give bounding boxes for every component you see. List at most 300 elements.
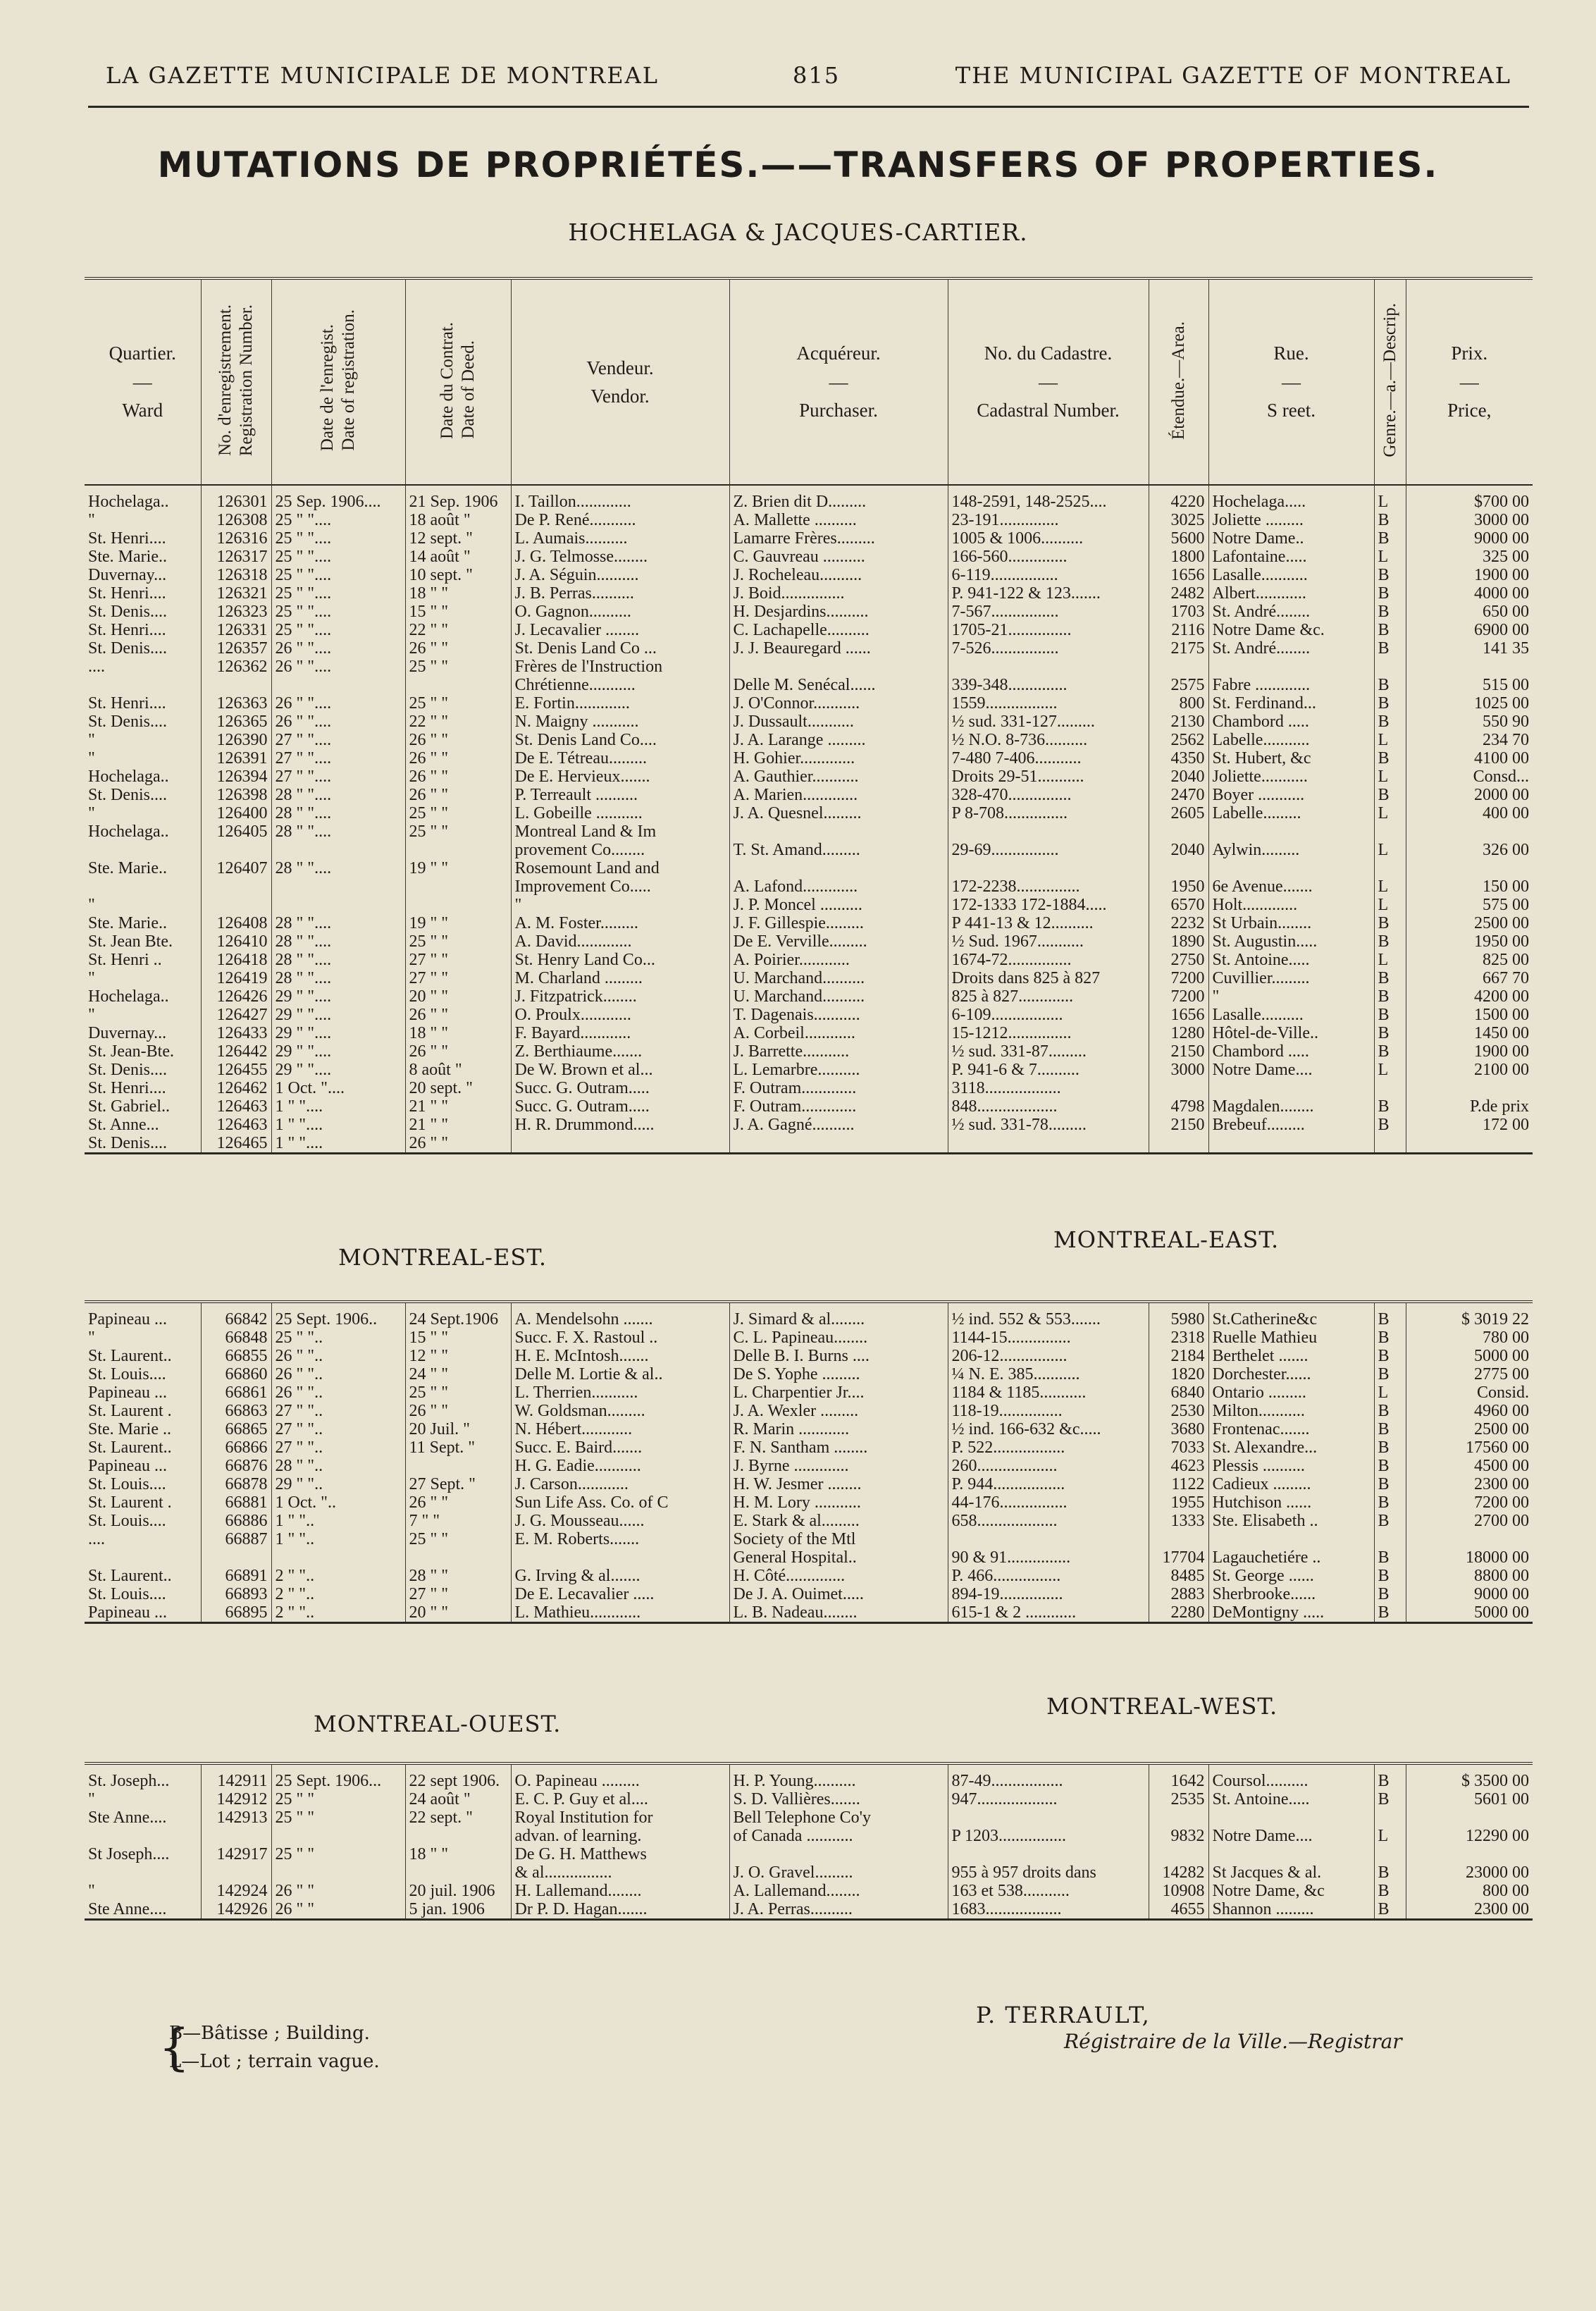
table-row <box>85 969 1533 987</box>
cadastral-number-cell: 118-19............... <box>948 1402 1149 1420</box>
area-cell: 2232 <box>1149 914 1208 932</box>
area-cell: 1656 <box>1149 566 1208 584</box>
street-cell: St. Hubert, &c <box>1208 749 1374 768</box>
area-cell: 2150 <box>1149 1042 1208 1061</box>
purchaser-cell: C. Lachapelle.......... <box>729 621 948 639</box>
purchaser-cell: L. Lemarbre.......... <box>729 1061 948 1079</box>
street-cell: St. Augustin..... <box>1208 932 1374 951</box>
street-cell: 6e Avenue....... <box>1208 877 1374 896</box>
table-row <box>85 1882 1533 1900</box>
table-row <box>85 951 1533 969</box>
registration-date-cell: 1 Oct. ".. <box>271 1493 405 1512</box>
footnote-brace: { <box>159 2019 190 2076</box>
vendor-cell: Rosemount Land and <box>511 859 729 877</box>
table-row <box>85 932 1533 951</box>
registration-date-cell: 27 " ".. <box>271 1420 405 1438</box>
vendor-cell: Succ. G. Outram..... <box>511 1079 729 1097</box>
ward-cell: St. Laurent.. <box>88 1567 172 1585</box>
registration-date-cell: 25 " " <box>271 1845 405 1863</box>
area-cell: 3000 <box>1149 1061 1208 1079</box>
street-cell: Brebeuf......... <box>1208 1116 1374 1134</box>
section-title-montreal-east: MONTREAL-EAST. <box>1053 1226 1280 1253</box>
registration-number-cell: 126394 <box>201 768 271 786</box>
price-cell: 2700 00 <box>1406 1512 1533 1530</box>
cadastral-number-cell: 172-2238............... <box>948 877 1149 896</box>
area-cell: 1656 <box>1149 1006 1208 1024</box>
price-cell: 2775 00 <box>1406 1365 1533 1383</box>
footnote-lot: L—Lot ; terrain vague. <box>169 2051 380 2072</box>
table-row <box>85 658 1533 676</box>
cadastral-number-cell: 148-2591, 148-2525.... <box>948 485 1149 511</box>
area-cell: 2605 <box>1149 804 1208 822</box>
deed-date-cell: 25 " " <box>405 1383 511 1402</box>
area-cell: 14282 <box>1149 1863 1208 1882</box>
price-cell: 1900 00 <box>1406 566 1533 584</box>
vendor-cell: " <box>511 896 729 914</box>
ward-cell: " <box>88 804 95 822</box>
vendor-cell: L. Therrien........... <box>511 1383 729 1402</box>
description-cell: B <box>1374 1097 1406 1116</box>
purchaser-cell: T. St. Amand......... <box>729 841 948 859</box>
street-cell: Lagauchetiére .. <box>1208 1548 1374 1567</box>
description-cell: B <box>1374 603 1406 621</box>
street-cell: Notre Dame.... <box>1208 1061 1374 1079</box>
deed-date-cell: 26 " " <box>405 1402 511 1420</box>
deed-date-cell: 26 " " <box>405 749 511 768</box>
registration-number-cell: 126418 <box>201 951 271 969</box>
description-cell: L <box>1374 485 1406 511</box>
deed-date-cell: 26 " " <box>405 1493 511 1512</box>
registration-number-cell: 126331 <box>201 621 271 639</box>
purchaser-cell: H. M. Lory ........... <box>729 1493 948 1512</box>
description-cell: L <box>1374 804 1406 822</box>
table-row <box>85 639 1533 658</box>
registration-number-cell: 126442 <box>201 1042 271 1061</box>
price-cell: 550 90 <box>1406 713 1533 731</box>
purchaser-cell: A. Poirier............ <box>729 951 948 969</box>
price-cell: 1500 00 <box>1406 1006 1533 1024</box>
ward-cell: St. Henri.... <box>88 584 166 603</box>
table-row <box>85 511 1533 529</box>
description-cell <box>1374 1079 1406 1097</box>
description-cell: B <box>1374 1329 1406 1347</box>
deed-date-cell: 27 " " <box>405 969 511 987</box>
purchaser-cell: Delle B. I. Burns .... <box>729 1347 948 1365</box>
street-cell <box>1208 822 1374 841</box>
cadastral-number-cell: 1144-15............... <box>948 1329 1149 1347</box>
registration-date-cell: 25 " ".... <box>271 511 405 529</box>
ward-cell: " <box>88 1329 95 1347</box>
column-header-text: Vendeur. <box>586 357 654 378</box>
area-cell: 2575 <box>1149 676 1208 694</box>
vendor-cell: St. Denis Land Co.... <box>511 731 729 749</box>
cadastral-number-cell: P. 522................. <box>948 1438 1149 1457</box>
column-header-ward <box>85 278 201 485</box>
area-cell: 2318 <box>1149 1329 1208 1347</box>
price-cell: 800 00 <box>1406 1882 1533 1900</box>
table-row <box>85 1402 1533 1420</box>
street-cell: Plessis .......... <box>1208 1457 1374 1475</box>
purchaser-cell: F. Outram............. <box>729 1097 948 1116</box>
vendor-cell: De E. Lecavalier ..... <box>511 1585 729 1603</box>
registration-date-cell: 2 " ".. <box>271 1603 405 1623</box>
description-cell: B <box>1374 1347 1406 1365</box>
table-row <box>85 1006 1533 1024</box>
purchaser-cell: H. W. Jesmer ........ <box>729 1475 948 1493</box>
ward-cell <box>85 1863 201 1882</box>
area-cell: 2562 <box>1149 731 1208 749</box>
price-cell: $ 3019 22 <box>1406 1302 1533 1329</box>
registration-number-cell: 126390 <box>201 731 271 749</box>
registration-date-cell: 27 " ".. <box>271 1402 405 1420</box>
table-row <box>85 1134 1533 1154</box>
purchaser-cell: U. Marchand.......... <box>729 969 948 987</box>
registration-number-cell <box>201 877 271 896</box>
registration-number-cell <box>201 841 271 859</box>
table-row <box>85 1116 1533 1134</box>
column-header-text: — <box>1282 371 1301 393</box>
section-title-montreal-west: MONTREAL-WEST. <box>1046 1693 1278 1720</box>
table-row <box>85 1827 1533 1845</box>
header-rule <box>88 106 1529 108</box>
deed-date-cell: 26 " " <box>405 1042 511 1061</box>
registration-date-cell: 26 " " <box>271 1900 405 1920</box>
purchaser-cell: H. Côté.............. <box>729 1567 948 1585</box>
cadastral-number-cell: ½ ind. 552 & 553....... <box>948 1302 1149 1329</box>
registration-number-cell: 126357 <box>201 639 271 658</box>
deed-date-cell: 7 " " <box>405 1512 511 1530</box>
description-cell: B <box>1374 1302 1406 1329</box>
deed-date-cell: 21 " " <box>405 1116 511 1134</box>
column-header-text: Étendue.—Area. <box>1168 321 1188 440</box>
description-cell: B <box>1374 566 1406 584</box>
purchaser-cell: J. A. Gagné.......... <box>729 1116 948 1134</box>
cadastral-number-cell: ½ Sud. 1967........... <box>948 932 1149 951</box>
registration-date-cell: 29 " ".... <box>271 1024 405 1042</box>
vendor-cell: L. Gobeille ........... <box>511 804 729 822</box>
purchaser-cell <box>729 658 948 676</box>
cadastral-number-cell: 29-69................ <box>948 841 1149 859</box>
table-row <box>85 676 1533 694</box>
street-cell <box>1208 1845 1374 1863</box>
table-row <box>85 1808 1533 1827</box>
registration-date-cell: 25 Sept. 1906.. <box>271 1302 405 1329</box>
price-cell: 825 00 <box>1406 951 1533 969</box>
area-cell: 1280 <box>1149 1024 1208 1042</box>
deed-date-cell <box>405 1457 511 1475</box>
description-cell: B <box>1374 1024 1406 1042</box>
description-cell: L <box>1374 1383 1406 1402</box>
vendor-cell: E. C. P. Guy et al.... <box>511 1790 729 1808</box>
area-cell: 4220 <box>1149 485 1208 511</box>
area-cell: 5980 <box>1149 1302 1208 1329</box>
deed-date-cell: 25 " " <box>405 1530 511 1548</box>
area-cell: 800 <box>1149 694 1208 713</box>
column-header-street <box>1208 278 1374 485</box>
street-cell: Cuvillier......... <box>1208 969 1374 987</box>
vendor-cell: Succ. G. Outram..... <box>511 1097 729 1116</box>
registration-number-cell: 126308 <box>201 511 271 529</box>
registration-date-cell: 28 " ".... <box>271 932 405 951</box>
street-cell: Joliette........... <box>1208 768 1374 786</box>
registration-date-cell: 26 " ".. <box>271 1383 405 1402</box>
registration-date-cell: 25 " ".... <box>271 566 405 584</box>
vendor-cell: J. B. Perras.......... <box>511 584 729 603</box>
price-cell: 12290 00 <box>1406 1827 1533 1845</box>
table-row <box>85 896 1533 914</box>
price-cell <box>1406 1808 1533 1827</box>
street-cell: Frontenac....... <box>1208 1420 1374 1438</box>
description-cell <box>1374 1530 1406 1548</box>
vendor-cell: Dr P. D. Hagan....... <box>511 1900 729 1920</box>
deed-date-cell: 5 jan. 1906 <box>405 1900 511 1920</box>
registration-number-cell: 66876 <box>201 1457 271 1475</box>
table-row <box>85 1042 1533 1061</box>
registration-number-cell: 66855 <box>201 1347 271 1365</box>
ward-cell: St. Louis.... <box>88 1512 166 1530</box>
area-cell: 5600 <box>1149 529 1208 548</box>
registration-date-cell: 2 " ".. <box>271 1567 405 1585</box>
purchaser-cell: J. P. Moncel .......... <box>729 896 948 914</box>
column-header-cadastral-number <box>948 278 1149 485</box>
cadastral-number-cell: 339-348.............. <box>948 676 1149 694</box>
price-cell: Consd... <box>1406 768 1533 786</box>
table-row <box>85 1457 1533 1475</box>
cadastral-number-cell: 3118.................. <box>948 1079 1149 1097</box>
street-cell: Notre Dame, &c <box>1208 1882 1374 1900</box>
vendor-cell: L. Mathieu............ <box>511 1603 729 1623</box>
column-header-text: No. du Cadastre. <box>984 343 1113 364</box>
registration-number-cell: 126362 <box>201 658 271 676</box>
street-cell: DeMontigny ..... <box>1208 1603 1374 1623</box>
description-cell: B <box>1374 1116 1406 1134</box>
column-header-registration-number <box>201 278 271 485</box>
table-row <box>85 584 1533 603</box>
registration-number-cell: 66842 <box>201 1302 271 1329</box>
registration-number-cell: 142912 <box>201 1790 271 1808</box>
column-header-purchaser <box>729 278 948 485</box>
price-cell: 780 00 <box>1406 1329 1533 1347</box>
street-cell: Chambord ..... <box>1208 1042 1374 1061</box>
street-cell <box>1208 1079 1374 1097</box>
vendor-cell: Improvement Co..... <box>511 877 729 896</box>
purchaser-cell: J. A. Quesnel......... <box>729 804 948 822</box>
column-header-text: Rue. <box>1273 343 1309 364</box>
registration-date-cell: 28 " ".... <box>271 804 405 822</box>
street-cell: Shannon ......... <box>1208 1900 1374 1920</box>
deed-date-cell: 20 " " <box>405 1603 511 1623</box>
cadastral-number-cell: 1705-21............... <box>948 621 1149 639</box>
cadastral-number-cell: 172-1333 172-1884..... <box>948 896 1149 914</box>
purchaser-cell: J. Rocheleau.......... <box>729 566 948 584</box>
purchaser-cell: J. O'Connor........... <box>729 694 948 713</box>
registration-date-cell: 25 " ".... <box>271 621 405 639</box>
ward-cell: Ste. Marie .. <box>88 1420 171 1438</box>
cadastral-number-cell <box>948 1530 1149 1548</box>
ward-cell: St. Denis.... <box>88 639 168 658</box>
registration-date-cell: 28 " ".... <box>271 859 405 877</box>
deed-date-cell: 28 " " <box>405 1567 511 1585</box>
vendor-cell: Succ. E. Baird....... <box>511 1438 729 1457</box>
area-cell: 2175 <box>1149 639 1208 658</box>
registration-number-cell: 126463 <box>201 1097 271 1116</box>
column-header-registration-date <box>271 278 405 485</box>
table-row <box>85 1420 1533 1438</box>
price-cell: $700 00 <box>1406 485 1533 511</box>
cadastral-number-cell: P. 941-6 & 7.......... <box>948 1061 1149 1079</box>
cadastral-number-cell: 260................... <box>948 1457 1149 1475</box>
registration-number-cell: 126426 <box>201 987 271 1006</box>
section-title-hochelaga: HOCHELAGA & JACQUES-CARTIER. <box>568 218 1028 246</box>
deed-date-cell: 15 " " <box>405 1329 511 1347</box>
purchaser-cell: J. A. Wexler ......... <box>729 1402 948 1420</box>
header-english-title: THE MUNICIPAL GAZETTE OF MONTREAL <box>955 62 1511 89</box>
price-cell: 23000 00 <box>1406 1863 1533 1882</box>
deed-date-cell <box>405 841 511 859</box>
street-cell: St.Catherine&c <box>1208 1302 1374 1329</box>
deed-date-cell: 14 août " <box>405 548 511 566</box>
street-cell: St. Antoine..... <box>1208 951 1374 969</box>
description-cell: B <box>1374 987 1406 1006</box>
column-header-text: Date of Deed. <box>459 340 478 439</box>
table-row <box>85 603 1533 621</box>
registration-date-cell: 27 " ".... <box>271 731 405 749</box>
purchaser-cell <box>729 859 948 877</box>
cadastral-number-cell: 166-560.............. <box>948 548 1149 566</box>
registration-number-cell: 66878 <box>201 1475 271 1493</box>
street-cell: Notre Dame &c. <box>1208 621 1374 639</box>
table-row <box>85 1530 1533 1548</box>
registration-date-cell: 1 " ".... <box>271 1116 405 1134</box>
section-title-montreal-est: MONTREAL-EST. <box>338 1244 548 1271</box>
table-row <box>85 1863 1533 1882</box>
price-cell: 5000 00 <box>1406 1603 1533 1623</box>
column-header-text: Registration Number. <box>237 304 256 457</box>
description-cell: B <box>1374 1790 1406 1808</box>
vendor-cell: E. Fortin............. <box>511 694 729 713</box>
description-cell: L <box>1374 768 1406 786</box>
street-cell <box>1208 658 1374 676</box>
cadastral-number-cell: 6-109................. <box>948 1006 1149 1024</box>
purchaser-cell: Bell Telephone Co'y <box>729 1808 948 1827</box>
description-cell: B <box>1374 1475 1406 1493</box>
description-cell: B <box>1374 529 1406 548</box>
ward-cell: Hochelaga.. <box>88 822 169 841</box>
area-cell <box>1149 1530 1208 1548</box>
vendor-cell: O. Proulx............ <box>511 1006 729 1024</box>
table-row <box>85 713 1533 731</box>
price-cell <box>1406 1530 1533 1548</box>
ward-cell: St. Gabriel.. <box>88 1097 170 1116</box>
ward-cell: " <box>88 511 95 529</box>
purchaser-cell <box>729 1845 948 1863</box>
purchaser-cell: A. Corbeil............ <box>729 1024 948 1042</box>
cadastral-number-cell: 658................... <box>948 1512 1149 1530</box>
description-cell: B <box>1374 1512 1406 1530</box>
cadastral-number-cell: ¼ N. E. 385........... <box>948 1365 1149 1383</box>
street-cell: Dorchester...... <box>1208 1365 1374 1383</box>
street-cell: Hôtel-de-Ville.. <box>1208 1024 1374 1042</box>
purchaser-cell: U. Marchand.......... <box>729 987 948 1006</box>
area-cell: 2184 <box>1149 1347 1208 1365</box>
deed-date-cell: 21 Sep. 1906 <box>405 485 511 511</box>
ward-cell <box>85 676 201 694</box>
cadastral-number-cell: 1683.................. <box>948 1900 1149 1920</box>
registration-number-cell: 126321 <box>201 584 271 603</box>
registration-number-cell: 66895 <box>201 1603 271 1623</box>
purchaser-cell: Delle M. Senécal...... <box>729 676 948 694</box>
vendor-cell: J. A. Séguin.......... <box>511 566 729 584</box>
table-row <box>85 694 1533 713</box>
description-cell: B <box>1374 914 1406 932</box>
deed-date-cell: 25 " " <box>405 694 511 713</box>
column-header-text: Acquéreur. <box>796 343 881 364</box>
registration-date-cell: 25 Sept. 1906... <box>271 1763 405 1790</box>
table-row <box>85 1900 1533 1920</box>
cadastral-number-cell: ½ sud. 331-87......... <box>948 1042 1149 1061</box>
cadastral-number-cell: 894-19............... <box>948 1585 1149 1603</box>
vendor-cell: Delle M. Lortie & al.. <box>511 1365 729 1383</box>
table-row <box>85 485 1533 511</box>
ward-cell: .... <box>88 1530 105 1548</box>
vendor-cell: N. Hébert............ <box>511 1420 729 1438</box>
cadastral-number-cell <box>948 1134 1149 1154</box>
page-number: 815 <box>793 62 841 89</box>
ward-cell: Papineau ... <box>88 1457 167 1475</box>
registration-number-cell <box>201 1827 271 1845</box>
registration-date-cell: 28 " ".... <box>271 951 405 969</box>
purchaser-cell: J. A. Larange ......... <box>729 731 948 749</box>
area-cell: 4798 <box>1149 1097 1208 1116</box>
area-cell: 4623 <box>1149 1457 1208 1475</box>
deed-date-cell: 15 " " <box>405 603 511 621</box>
table-row <box>85 731 1533 749</box>
price-cell: 515 00 <box>1406 676 1533 694</box>
description-cell: B <box>1374 1863 1406 1882</box>
ward-cell: Hochelaga.. <box>88 768 169 786</box>
street-cell: Notre Dame.. <box>1208 529 1374 548</box>
signature-title: Régistraire de la Ville.—Registrar <box>1064 2030 1402 2053</box>
table-row <box>85 1079 1533 1097</box>
street-cell: Holt............. <box>1208 896 1374 914</box>
price-cell: 234 70 <box>1406 731 1533 749</box>
purchaser-cell: L. B. Nadeau........ <box>729 1603 948 1623</box>
column-header-row <box>85 278 1533 485</box>
price-cell: 325 00 <box>1406 548 1533 566</box>
footnote <box>169 2019 380 2076</box>
table-row <box>85 1329 1533 1347</box>
cadastral-number-cell: 7-480 7-406........... <box>948 749 1149 768</box>
table-row <box>85 1061 1533 1079</box>
price-cell: 5000 00 <box>1406 1347 1533 1365</box>
ward-cell <box>85 1827 201 1845</box>
cadastral-number-cell <box>948 1845 1149 1863</box>
purchaser-cell: J. J. Beauregard ...... <box>729 639 948 658</box>
area-cell: 2040 <box>1149 768 1208 786</box>
registration-number-cell: 126405 <box>201 822 271 841</box>
ward-cell: " <box>88 1882 95 1900</box>
vendor-cell <box>511 1134 729 1154</box>
registration-date-cell: 27 " ".... <box>271 749 405 768</box>
price-cell: 400 00 <box>1406 804 1533 822</box>
ward-cell: St. Joseph... <box>88 1772 170 1790</box>
table-row <box>85 987 1533 1006</box>
price-cell: 6900 00 <box>1406 621 1533 639</box>
registration-number-cell: 66863 <box>201 1402 271 1420</box>
purchaser-cell: H. Desjardins.......... <box>729 603 948 621</box>
deed-date-cell: 25 " " <box>405 804 511 822</box>
cadastral-number-cell <box>948 658 1149 676</box>
